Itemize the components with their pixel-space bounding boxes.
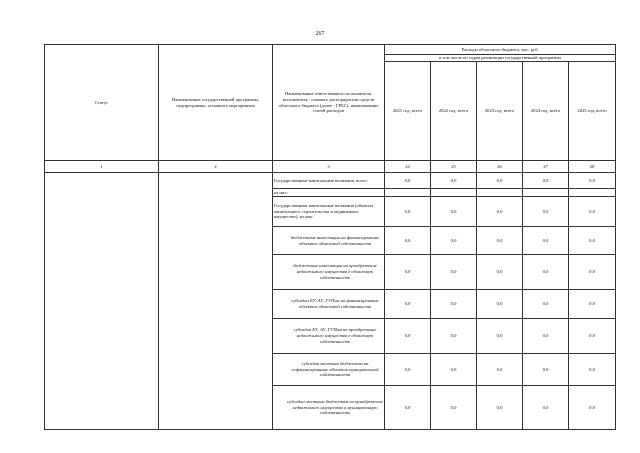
value-cell: 0,0	[477, 227, 523, 255]
value-cell: 0,0	[431, 197, 477, 227]
column-number: 2	[159, 161, 273, 173]
value-cell	[477, 189, 523, 197]
column-number: 25	[431, 161, 477, 173]
header-year-2022: 2022 год, всего	[431, 62, 477, 161]
value-cell	[431, 189, 477, 197]
value-cell: 0,0	[431, 290, 477, 319]
value-cell: 0,0	[385, 386, 431, 430]
column-number: 28	[569, 161, 616, 173]
value-cell	[569, 189, 616, 197]
row-label: бюджетные инвестиции на приобретение недвижимого имущества в областную собственность	[273, 255, 385, 290]
header-year-2024: 2024 год, всего	[523, 62, 569, 161]
value-cell: 0,0	[385, 290, 431, 319]
value-cell	[523, 189, 569, 197]
header-executor: Наименование ответственного исполнителя, исполнителя - главного распорядителя средств областного бюджета (далее - ГРБС), наименование статей расходов	[273, 45, 385, 161]
value-cell: 0,0	[477, 255, 523, 290]
value-cell: 0,0	[431, 255, 477, 290]
value-cell: 0,0	[385, 227, 431, 255]
row-label: Государственные капитальные вложения, всего:	[273, 173, 385, 189]
column-number: 27	[523, 161, 569, 173]
row-label: субсидии БУ, АУ, ГУПам на приобретение недвижимого имущества в областную собственность	[273, 319, 385, 354]
value-cell: 0,0	[385, 354, 431, 386]
column-number: 3	[273, 161, 385, 173]
row-label: из них:	[273, 189, 385, 197]
value-cell: 0,0	[523, 290, 569, 319]
value-cell: 0,0	[477, 290, 523, 319]
header-expenses-group: Расходы областного бюджета, тыс. руб.	[385, 45, 616, 55]
row-label: бюджетные инвестиции на финансирование объектов областной собственности	[273, 227, 385, 255]
value-cell: 0,0	[477, 354, 523, 386]
value-cell: 0,0	[431, 227, 477, 255]
header-subgroup: в том числе по годам реализации государственной программы	[385, 55, 616, 62]
program-name-cell	[159, 173, 273, 430]
value-cell: 0,0	[431, 386, 477, 430]
value-cell: 0,0	[385, 255, 431, 290]
value-cell: 0,0	[523, 255, 569, 290]
value-cell: 0,0	[569, 354, 616, 386]
value-cell: 0,0	[523, 319, 569, 354]
value-cell: 0,0	[569, 227, 616, 255]
status-cell	[45, 173, 159, 430]
value-cell: 0,0	[431, 319, 477, 354]
column-number: 26	[477, 161, 523, 173]
table-row	[45, 173, 616, 189]
page-number: 267	[315, 31, 325, 37]
value-cell: 0,0	[431, 173, 477, 189]
row-label: субсидии местным бюджетам на софинансирование объектов муниципальной собственности	[273, 354, 385, 386]
row-label: субсидии БУ, АУ, ГУПам на финансирование объектов областной собственности	[273, 290, 385, 319]
value-cell: 0,0	[385, 173, 431, 189]
column-number: 1	[45, 161, 159, 173]
value-cell: 0,0	[569, 173, 616, 189]
value-cell: 0,0	[569, 255, 616, 290]
header-year-2025: 2025 год, всего	[569, 62, 616, 161]
value-cell: 0,0	[569, 197, 616, 227]
value-cell: 0,0	[569, 386, 616, 430]
row-label: субсидии местным бюджетам на приобретение недвижимого имущества в муниципальную собственность	[273, 386, 385, 430]
value-cell: 0,0	[523, 354, 569, 386]
column-number: 24	[385, 161, 431, 173]
value-cell: 0,0	[477, 319, 523, 354]
header-year-2023: 2023 год, всего	[477, 62, 523, 161]
value-cell: 0,0	[385, 319, 431, 354]
value-cell	[385, 189, 431, 197]
row-label: Государственные капитальные вложения (объекты капитального строительства и недвижимое имущество), из них:	[273, 197, 385, 227]
header-year-2021: 2021 год, всего	[385, 62, 431, 161]
value-cell: 0,0	[569, 290, 616, 319]
value-cell: 0,0	[523, 227, 569, 255]
value-cell: 0,0	[569, 319, 616, 354]
header-status: Статус	[45, 45, 159, 161]
value-cell: 0,0	[523, 173, 569, 189]
value-cell: 0,0	[477, 197, 523, 227]
header-program-name: Наименование государственной программы, подпрограммы, основного мероприятия	[159, 45, 273, 161]
value-cell: 0,0	[477, 173, 523, 189]
value-cell: 0,0	[431, 354, 477, 386]
value-cell: 0,0	[523, 197, 569, 227]
column-number-row	[45, 161, 616, 173]
value-cell: 0,0	[477, 386, 523, 430]
value-cell: 0,0	[385, 197, 431, 227]
budget-table	[44, 44, 616, 430]
value-cell: 0,0	[523, 386, 569, 430]
